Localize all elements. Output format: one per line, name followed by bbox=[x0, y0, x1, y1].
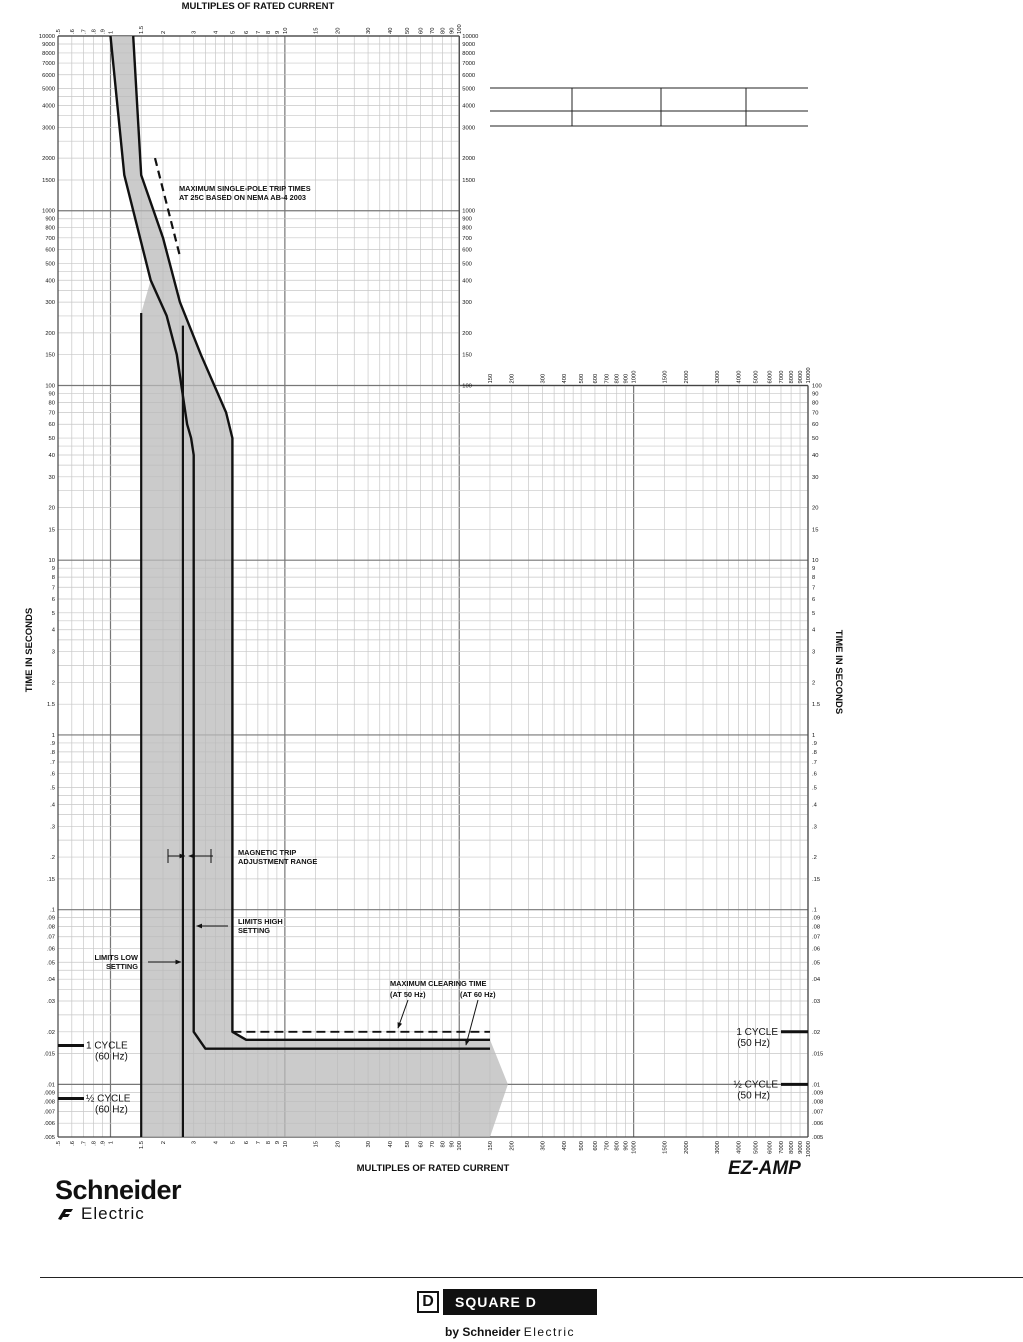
y-tick-label-left: 7 bbox=[51, 585, 55, 592]
y-tick-label-left: 8000 bbox=[42, 50, 55, 57]
y-tick-label-mid: 5000 bbox=[462, 86, 476, 93]
y-tick-label-right: .09 bbox=[812, 915, 821, 922]
y-tick-label-left: .5 bbox=[50, 785, 55, 792]
x-tick-label-top: 1.5 bbox=[139, 25, 146, 34]
y-tick-label-mid: 100 bbox=[462, 383, 472, 390]
x-tick-label-bottom: 500 bbox=[579, 1141, 586, 1151]
x-tick-label-mid: 6000 bbox=[767, 370, 774, 384]
y-tick-label-left: 10 bbox=[48, 558, 55, 565]
y-tick-label-right: .07 bbox=[812, 934, 821, 941]
x-tick-label-bottom: 80 bbox=[440, 1141, 447, 1148]
square-d-bar: SQUARE D bbox=[443, 1289, 597, 1315]
x-tick-label-top: 90 bbox=[449, 27, 456, 34]
y-tick-label-right: 1 bbox=[812, 732, 816, 739]
x-tick-label-bottom: 90 bbox=[449, 1141, 456, 1148]
y-tick-label-right: .02 bbox=[812, 1029, 821, 1036]
x-tick-label-bottom: 60 bbox=[418, 1141, 425, 1148]
y-tick-label-mid: 600 bbox=[462, 247, 472, 254]
y-tick-label-right: 100 bbox=[812, 383, 822, 390]
x-tick-label-mid: 900 bbox=[623, 373, 630, 384]
y-tick-label-mid: 700 bbox=[462, 235, 472, 242]
clearing-60hz-label: (AT 60 Hz) bbox=[460, 990, 496, 999]
x-tick-label-mid: 150 bbox=[487, 373, 494, 384]
x-tick-label-mid: 500 bbox=[579, 373, 586, 384]
y-tick-label-left: .8 bbox=[50, 749, 55, 756]
y-tick-label-left: .015 bbox=[43, 1051, 55, 1058]
y-tick-label-left: 6 bbox=[51, 596, 55, 603]
y-tick-label-mid: 900 bbox=[462, 216, 472, 223]
limits-high-label-line1: LIMITS HIGH bbox=[238, 917, 283, 926]
x-tick-label-bottom: 9000 bbox=[798, 1141, 805, 1154]
x-tick-label-mid: 4000 bbox=[736, 370, 743, 384]
x-tick-label-bottom: 10 bbox=[282, 1141, 289, 1148]
x-tick-label-mid: 200 bbox=[509, 373, 516, 384]
x-tick-label-top: 100 bbox=[457, 24, 464, 34]
y-tick-label-left: 6000 bbox=[42, 72, 55, 79]
y-tick-label-right: .03 bbox=[812, 999, 821, 1006]
y-tick-label-left: 70 bbox=[48, 410, 55, 417]
cycle-sublabel-left: (60 Hz) bbox=[95, 1051, 128, 1063]
x-tick-label-bottom: 300 bbox=[540, 1141, 547, 1151]
x-tick-label-bottom: 600 bbox=[592, 1141, 599, 1151]
x-tick-label-bottom: 7 bbox=[255, 1141, 262, 1145]
y-tick-label-left: 200 bbox=[45, 330, 55, 337]
y-tick-label-left: .06 bbox=[46, 946, 55, 953]
y-tick-label-left: .15 bbox=[46, 876, 55, 883]
y-tick-label-left: 5 bbox=[51, 610, 55, 617]
y-tick-label-left: 4000 bbox=[42, 103, 55, 110]
y-tick-label-mid: 10000 bbox=[462, 34, 479, 40]
y-tick-label-left: .005 bbox=[43, 1135, 55, 1141]
x-tick-label-mid: 400 bbox=[562, 373, 569, 384]
cycle-sublabel-right: (50 Hz) bbox=[737, 1037, 770, 1049]
tolerance-band-area bbox=[111, 36, 508, 1137]
y-tick-label-right: 60 bbox=[812, 422, 819, 429]
x-tick-label-top: 40 bbox=[387, 27, 394, 34]
y-tick-label-mid: 1500 bbox=[462, 177, 476, 184]
x-tick-label-bottom: 50 bbox=[404, 1141, 411, 1148]
clearing-50hz-label: (AT 50 Hz) bbox=[390, 990, 426, 999]
x-tick-label-top: .5 bbox=[56, 29, 62, 34]
y-tick-label-left: 600 bbox=[45, 247, 55, 254]
y-tick-label-left: 60 bbox=[48, 422, 55, 429]
cycle-label-left: ½ CYCLE bbox=[86, 1093, 131, 1105]
y-tick-label-mid: 3000 bbox=[462, 125, 476, 132]
y-tick-label-left: .007 bbox=[43, 1109, 55, 1116]
y-tick-label-left: .09 bbox=[46, 915, 55, 922]
x-tick-label-bottom: 7000 bbox=[778, 1141, 785, 1154]
y-tick-label-mid: 4000 bbox=[462, 103, 476, 110]
x-tick-label-bottom: 2000 bbox=[684, 1141, 691, 1154]
single-pole-note-line1: MAXIMUM SINGLE-POLE TRIP TIMES bbox=[179, 184, 311, 193]
y-tick-label-left: 90 bbox=[48, 391, 55, 398]
y-tick-label-left: 5000 bbox=[42, 86, 55, 93]
y-tick-label-right: .05 bbox=[812, 960, 821, 967]
x-tick-label-bottom: 30 bbox=[366, 1141, 373, 1148]
y-tick-label-left: .2 bbox=[50, 855, 55, 862]
x-tick-label-top: 10 bbox=[282, 27, 289, 34]
y-tick-label-left: .009 bbox=[43, 1090, 55, 1097]
x-tick-label-bottom: 8000 bbox=[789, 1141, 796, 1154]
y-tick-label-right: .1 bbox=[812, 907, 817, 914]
schneider-electric-word: Electric bbox=[81, 1204, 145, 1223]
y-tick-label-mid: 500 bbox=[462, 261, 472, 268]
y-tick-label-mid: 7000 bbox=[462, 61, 476, 68]
x-tick-label-mid: 300 bbox=[540, 373, 547, 384]
y-tick-label-left: .008 bbox=[43, 1099, 55, 1106]
y-tick-label-right: .015 bbox=[812, 1051, 824, 1058]
y-tick-label-right: .2 bbox=[812, 855, 817, 862]
x-tick-label-top: .6 bbox=[69, 29, 76, 34]
top-axis-title: MULTIPLES OF RATED CURRENT bbox=[181, 1, 335, 12]
magnetic-trip-label-line1: MAGNETIC TRIP bbox=[238, 848, 297, 857]
y-tick-label-mid: 400 bbox=[462, 278, 472, 285]
y-tick-label-left: .07 bbox=[46, 934, 55, 941]
ez-amp-logo: EZ-AMP bbox=[728, 1158, 801, 1179]
x-tick-label-bottom: 40 bbox=[387, 1141, 394, 1148]
y-tick-label-left: .4 bbox=[50, 802, 55, 809]
y-tick-label-left: 1 bbox=[51, 732, 55, 739]
x-tick-label-top: .8 bbox=[91, 29, 98, 34]
y-tick-label-left: 7000 bbox=[42, 61, 55, 68]
x-tick-label-bottom: 3 bbox=[191, 1141, 198, 1145]
y-tick-label-left: 100 bbox=[45, 383, 55, 390]
x-tick-label-bottom: 9 bbox=[274, 1141, 281, 1145]
x-tick-label-top: .9 bbox=[100, 29, 107, 34]
cycle-label-left: 1 CYCLE bbox=[86, 1040, 128, 1052]
y-tick-label-mid: 1000 bbox=[462, 208, 476, 215]
y-tick-label-mid: 300 bbox=[462, 300, 472, 307]
x-tick-label-mid: 5000 bbox=[753, 370, 760, 384]
y-tick-label-mid: 9000 bbox=[462, 41, 476, 48]
x-tick-label-bottom: 6 bbox=[244, 1141, 251, 1145]
x-tick-label-mid: 2000 bbox=[684, 370, 691, 384]
x-tick-label-bottom: 900 bbox=[623, 1141, 630, 1151]
x-tick-label-bottom: 1500 bbox=[662, 1141, 669, 1154]
x-tick-label-top: 4 bbox=[213, 30, 220, 34]
right-axis-title: TIME IN SECONDS bbox=[833, 629, 844, 715]
x-tick-label-top: .7 bbox=[81, 29, 88, 34]
x-tick-label-mid: 800 bbox=[614, 373, 621, 384]
x-tick-label-bottom: 400 bbox=[562, 1141, 569, 1151]
y-tick-label-right: .8 bbox=[812, 749, 817, 756]
y-tick-label-left: .03 bbox=[46, 999, 55, 1006]
y-tick-label-left: 15 bbox=[48, 527, 55, 534]
y-tick-label-right: .01 bbox=[812, 1082, 821, 1089]
y-tick-label-left: .01 bbox=[46, 1082, 55, 1089]
y-tick-label-left: .3 bbox=[50, 824, 55, 831]
clearing-60hz-arrow bbox=[466, 1000, 478, 1045]
y-tick-label-mid: 8000 bbox=[462, 50, 476, 57]
x-tick-label-top: 30 bbox=[366, 27, 373, 34]
y-tick-label-right: .009 bbox=[812, 1090, 824, 1097]
x-tick-label-bottom: 10000 bbox=[806, 1141, 812, 1158]
cycle-sublabel-right: (50 Hz) bbox=[737, 1090, 770, 1102]
y-tick-label-right: 80 bbox=[812, 400, 819, 407]
y-tick-label-left: 500 bbox=[45, 261, 55, 268]
y-tick-label-right: .005 bbox=[812, 1135, 824, 1141]
x-tick-label-bottom: 20 bbox=[335, 1141, 342, 1148]
y-tick-label-right: .7 bbox=[812, 759, 817, 766]
y-tick-label-right: .006 bbox=[812, 1121, 824, 1128]
y-tick-label-left: .08 bbox=[46, 924, 55, 931]
y-tick-label-left: 400 bbox=[45, 278, 55, 285]
magnetic-trip-label-line2: ADJUSTMENT RANGE bbox=[238, 857, 318, 866]
y-tick-label-left: .006 bbox=[43, 1121, 55, 1128]
x-tick-label-top: 15 bbox=[313, 27, 320, 34]
x-tick-label-mid: 1000 bbox=[631, 370, 638, 384]
y-tick-label-left: 4 bbox=[51, 627, 55, 634]
square-d-logo bbox=[417, 1289, 597, 1315]
x-tick-label-top: 70 bbox=[430, 27, 437, 34]
x-tick-label-bottom: 6000 bbox=[767, 1141, 774, 1154]
x-tick-label-mid: 10000 bbox=[806, 367, 812, 384]
x-tick-label-bottom: 15 bbox=[313, 1141, 320, 1148]
x-tick-label-bottom: 1.5 bbox=[139, 1141, 146, 1150]
y-tick-label-right: .04 bbox=[812, 977, 821, 984]
footer-divider bbox=[40, 1277, 1023, 1278]
x-tick-label-bottom: 4 bbox=[213, 1141, 220, 1145]
y-tick-label-left: 30 bbox=[48, 474, 55, 481]
x-tick-label-mid: 9000 bbox=[798, 370, 805, 384]
x-tick-label-top: 8 bbox=[265, 30, 272, 34]
y-tick-label-left: 150 bbox=[45, 352, 55, 359]
y-tick-label-right: 10 bbox=[812, 558, 819, 565]
y-tick-label-left: 40 bbox=[48, 453, 55, 460]
x-tick-label-bottom: .5 bbox=[56, 1141, 62, 1146]
y-tick-label-right: 6 bbox=[812, 596, 816, 603]
x-tick-label-bottom: 1 bbox=[108, 1141, 115, 1145]
y-tick-label-mid: 6000 bbox=[462, 72, 476, 79]
y-tick-label-left: .6 bbox=[50, 771, 55, 778]
bottom-axis-title: MULTIPLES OF RATED CURRENT bbox=[356, 1163, 510, 1174]
limits-low-label-line2: SETTING bbox=[105, 962, 138, 971]
y-tick-label-right: 8 bbox=[812, 575, 816, 582]
x-tick-label-bottom: 8 bbox=[265, 1141, 272, 1145]
by-schneider-electric bbox=[445, 1325, 575, 1339]
y-tick-label-left: .04 bbox=[46, 977, 55, 984]
y-tick-label-right: .9 bbox=[812, 740, 817, 747]
single-pole-note-line2: AT 25C BASED ON NEMA AB-4 2003 bbox=[179, 193, 307, 202]
x-tick-label-mid: 600 bbox=[592, 373, 599, 384]
limits-low-label-line1: LIMITS LOW bbox=[94, 953, 138, 962]
x-tick-label-bottom: 100 bbox=[457, 1141, 464, 1151]
y-tick-label-right: 90 bbox=[812, 391, 819, 398]
x-tick-label-bottom: 800 bbox=[614, 1141, 621, 1151]
y-tick-label-right: .4 bbox=[812, 802, 817, 809]
y-tick-label-right: 9 bbox=[812, 566, 816, 573]
x-tick-label-bottom: 70 bbox=[430, 1141, 437, 1148]
y-tick-label-left: 3000 bbox=[42, 125, 55, 132]
y-tick-label-left: 900 bbox=[45, 216, 55, 223]
schneider-name: Schneider bbox=[55, 1175, 182, 1205]
y-tick-label-right: 1.5 bbox=[812, 702, 821, 709]
y-tick-label-left: 3 bbox=[51, 649, 55, 656]
y-tick-label-left: 300 bbox=[45, 300, 55, 307]
y-tick-label-left: .7 bbox=[50, 759, 55, 766]
y-tick-label-left: 9000 bbox=[42, 41, 55, 48]
y-tick-label-left: 1.5 bbox=[46, 702, 55, 709]
y-tick-label-right: 20 bbox=[812, 505, 819, 512]
x-tick-label-bottom: 4000 bbox=[736, 1141, 743, 1154]
y-tick-label-mid: 200 bbox=[462, 330, 472, 337]
tolerance-band bbox=[111, 36, 508, 1137]
blank-table bbox=[490, 88, 808, 126]
max-clearing-title: MAXIMUM CLEARING TIME bbox=[390, 979, 487, 988]
y-tick-label-right: 50 bbox=[812, 436, 819, 443]
y-tick-label-left: 50 bbox=[48, 436, 55, 443]
x-tick-label-bottom: 700 bbox=[604, 1141, 611, 1151]
x-tick-label-bottom: .8 bbox=[91, 1141, 98, 1146]
x-tick-label-top: 5 bbox=[230, 30, 237, 34]
cycle-sublabel-left: (60 Hz) bbox=[95, 1104, 128, 1116]
y-tick-label-left: .02 bbox=[46, 1029, 55, 1036]
y-tick-label-right: 5 bbox=[812, 610, 816, 617]
x-tick-label-mid: 1500 bbox=[662, 370, 669, 384]
x-tick-label-bottom: 150 bbox=[487, 1141, 494, 1151]
limits-high-label-line2: SETTING bbox=[238, 926, 271, 935]
y-tick-label-mid: 800 bbox=[462, 225, 472, 232]
y-tick-label-right: .6 bbox=[812, 771, 817, 778]
x-tick-label-top: 50 bbox=[404, 27, 411, 34]
x-tick-label-top: 20 bbox=[335, 27, 342, 34]
y-tick-label-left: 20 bbox=[48, 505, 55, 512]
x-tick-label-top: 9 bbox=[274, 30, 281, 34]
y-tick-label-left: .05 bbox=[46, 960, 55, 967]
by-schneider-text: by Schneider bbox=[445, 1325, 524, 1339]
y-tick-label-right: 40 bbox=[812, 453, 819, 460]
y-tick-label-mid: 2000 bbox=[462, 156, 476, 163]
x-tick-label-bottom: .6 bbox=[69, 1141, 76, 1146]
square-d-box: D bbox=[417, 1291, 439, 1313]
x-tick-label-bottom: 5000 bbox=[753, 1141, 760, 1154]
x-tick-label-bottom: 2 bbox=[160, 1141, 167, 1145]
x-tick-label-bottom: .9 bbox=[100, 1141, 107, 1146]
y-tick-label-left: 1000 bbox=[42, 208, 55, 215]
left-axis-title: TIME IN SECONDS bbox=[24, 607, 35, 693]
x-tick-label-bottom: 3000 bbox=[714, 1141, 721, 1154]
y-tick-label-right: .008 bbox=[812, 1099, 824, 1106]
y-tick-label-right: .3 bbox=[812, 824, 817, 831]
x-tick-label-bottom: 1000 bbox=[631, 1141, 638, 1154]
x-tick-label-top: 2 bbox=[160, 30, 167, 34]
x-tick-label-top: 1 bbox=[108, 30, 115, 34]
y-tick-label-right: .06 bbox=[812, 946, 821, 953]
y-tick-label-right: .5 bbox=[812, 785, 817, 792]
x-tick-label-bottom: .7 bbox=[81, 1141, 88, 1146]
y-tick-label-left: 10000 bbox=[38, 34, 55, 40]
y-tick-label-right: 15 bbox=[812, 527, 819, 534]
y-tick-label-right: 3 bbox=[812, 649, 816, 656]
y-tick-label-left: 2 bbox=[51, 680, 55, 687]
y-tick-label-right: 30 bbox=[812, 474, 819, 481]
by-electric-text: Electric bbox=[523, 1325, 576, 1339]
cycle-label-right: ½ CYCLE bbox=[733, 1079, 778, 1091]
x-tick-label-mid: 7000 bbox=[778, 370, 785, 384]
y-tick-label-left: .9 bbox=[50, 740, 55, 747]
y-tick-label-right: .08 bbox=[812, 924, 821, 931]
y-tick-label-left: 2000 bbox=[42, 156, 55, 163]
y-tick-label-right: 2 bbox=[812, 680, 816, 687]
x-tick-label-bottom: 5 bbox=[230, 1141, 237, 1145]
cycle-label-right: 1 CYCLE bbox=[736, 1026, 778, 1038]
x-tick-label-top: 60 bbox=[418, 27, 425, 34]
y-tick-label-right: 7 bbox=[812, 585, 816, 592]
y-tick-label-left: 1500 bbox=[42, 177, 55, 184]
y-tick-label-mid: 150 bbox=[462, 352, 472, 359]
y-tick-label-right: 70 bbox=[812, 410, 819, 417]
y-tick-label-right: 4 bbox=[812, 627, 816, 634]
x-tick-label-bottom: 200 bbox=[509, 1141, 516, 1151]
y-tick-label-left: 800 bbox=[45, 225, 55, 232]
y-tick-label-left: .1 bbox=[50, 907, 55, 914]
y-tick-label-right: .15 bbox=[812, 876, 821, 883]
schneider-electric-logo bbox=[55, 1176, 215, 1224]
y-tick-label-left: 80 bbox=[48, 400, 55, 407]
x-tick-label-mid: 3000 bbox=[714, 370, 721, 384]
schneider-mark-icon bbox=[55, 1206, 77, 1222]
y-tick-label-right: .007 bbox=[812, 1109, 824, 1116]
x-tick-label-mid: 8000 bbox=[789, 370, 796, 384]
y-tick-label-left: 9 bbox=[51, 566, 55, 573]
x-tick-label-mid: 700 bbox=[604, 373, 611, 384]
y-tick-label-left: 700 bbox=[45, 235, 55, 242]
y-tick-label-left: 8 bbox=[51, 575, 55, 582]
x-tick-label-top: 80 bbox=[440, 27, 447, 34]
x-tick-label-top: 7 bbox=[255, 30, 262, 34]
x-tick-label-top: 3 bbox=[191, 30, 198, 34]
x-tick-label-top: 6 bbox=[244, 30, 251, 34]
